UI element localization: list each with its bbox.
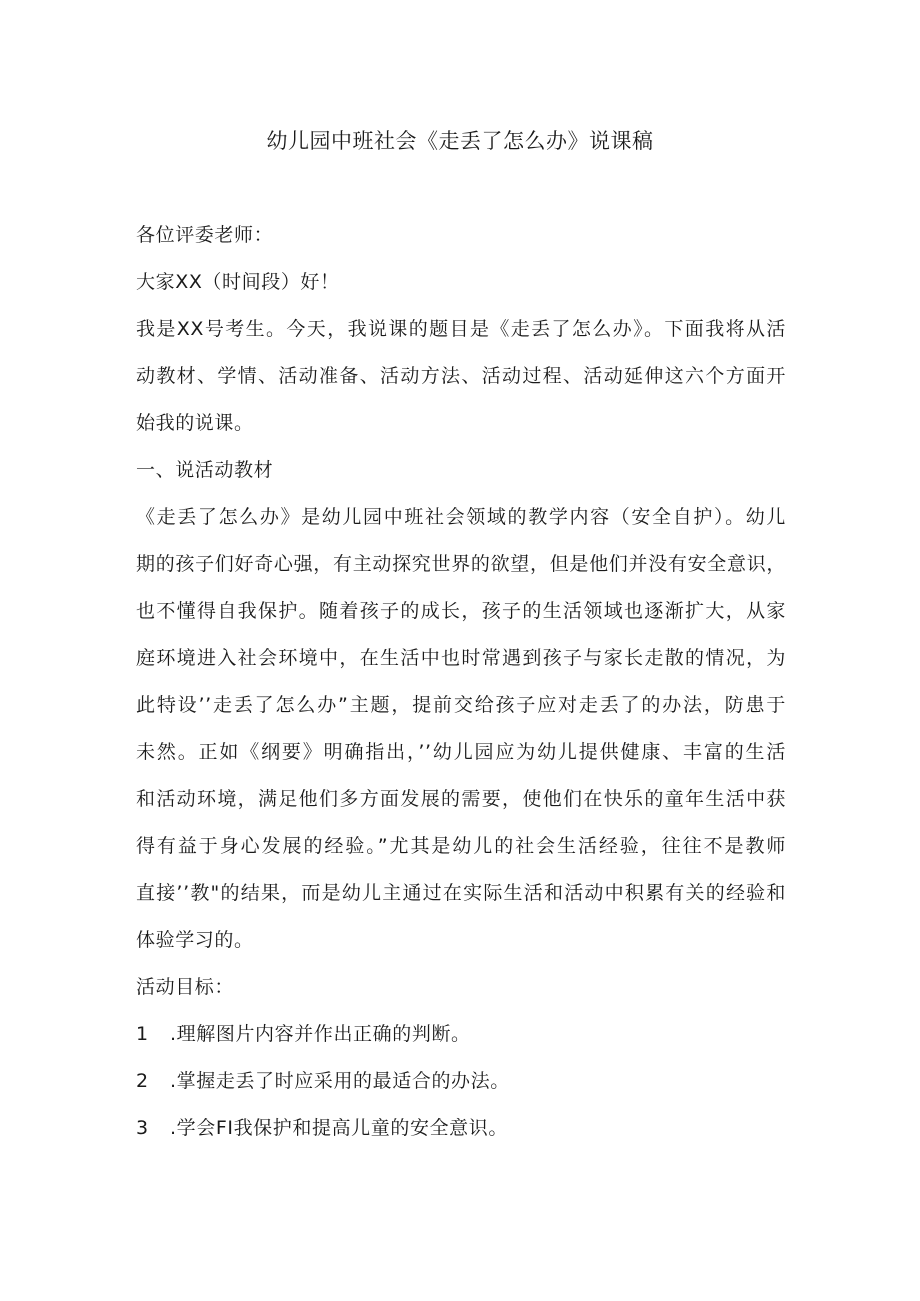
goal-number: 3 — [136, 1117, 149, 1139]
section1-line: 此特设’’走丢了怎么办”主题，提前交给孩子应对走丢了的办法，防患于 — [136, 694, 786, 716]
goal-text: .学会FI我保护和提高儿童的安全意识。 — [170, 1117, 508, 1139]
goal-number: 2 — [136, 1070, 149, 1092]
section1-line: 庭环境进入社会环境中，在生活中也时常遇到孩子与家长走散的情况，为 — [136, 647, 786, 669]
goal-number: 1 — [136, 1023, 149, 1045]
goal-text: .理解图片内容并作出正确的判断。 — [170, 1023, 471, 1045]
section1-line: 未然。正如《纲要》明确指出，’’幼儿园应为幼儿提供健康、丰富的生活 — [136, 741, 786, 763]
section1-heading: 一、说活动教材 — [136, 459, 274, 481]
section1-line: 《走丢了怎么办》是幼儿园中班社会领域的教学内容（安全自护）。幼儿 — [136, 506, 786, 528]
intro-line: 我是XX号考生。今天，我说课的题目是《走丢了怎么办》。下面我将从活 — [136, 318, 786, 340]
document-title: 幼儿园中班社会《走丢了怎么办》说课稿 — [266, 129, 654, 153]
section1-line: 直接’’教"的结果，而是幼儿主通过在实际生活和活动中积累有关的经验和 — [136, 882, 786, 904]
intro-line: 动教材、学情、活动准备、活动方法、活动过程、活动延伸这六个方面开 — [136, 365, 786, 387]
greeting: 各位评委老师： — [136, 224, 274, 246]
section1-line: 也不懂得自我保护。随着孩子的成长，孩子的生活领域也逐渐扩大，从家 — [136, 600, 786, 622]
section1-line: 体验学习的。 — [136, 929, 254, 951]
section1-line: 得有益于身心发展的经验。”尤其是幼儿的社会生活经验，往往不是教师 — [136, 835, 786, 857]
document-body — [136, 220, 786, 1160]
goal-item — [136, 1113, 786, 1160]
intro-line: 始我的说课。 — [136, 412, 254, 434]
goal-text: .掌握走丢了时应采用的最适合的办法。 — [170, 1070, 510, 1092]
hello-line: 大家XX（时间段）好！ — [136, 271, 340, 293]
goals-heading: 活动目标： — [136, 976, 235, 998]
section1-line: 和活动环境，满足他们多方面发展的需要，使他们在快乐的童年生活中获 — [136, 788, 786, 810]
goal-item — [136, 1019, 786, 1066]
section1-line: 期的孩子们好奇心强，有主动探究世界的欲望，但是他们并没有安全意识， — [136, 553, 786, 575]
goal-item — [136, 1066, 786, 1113]
